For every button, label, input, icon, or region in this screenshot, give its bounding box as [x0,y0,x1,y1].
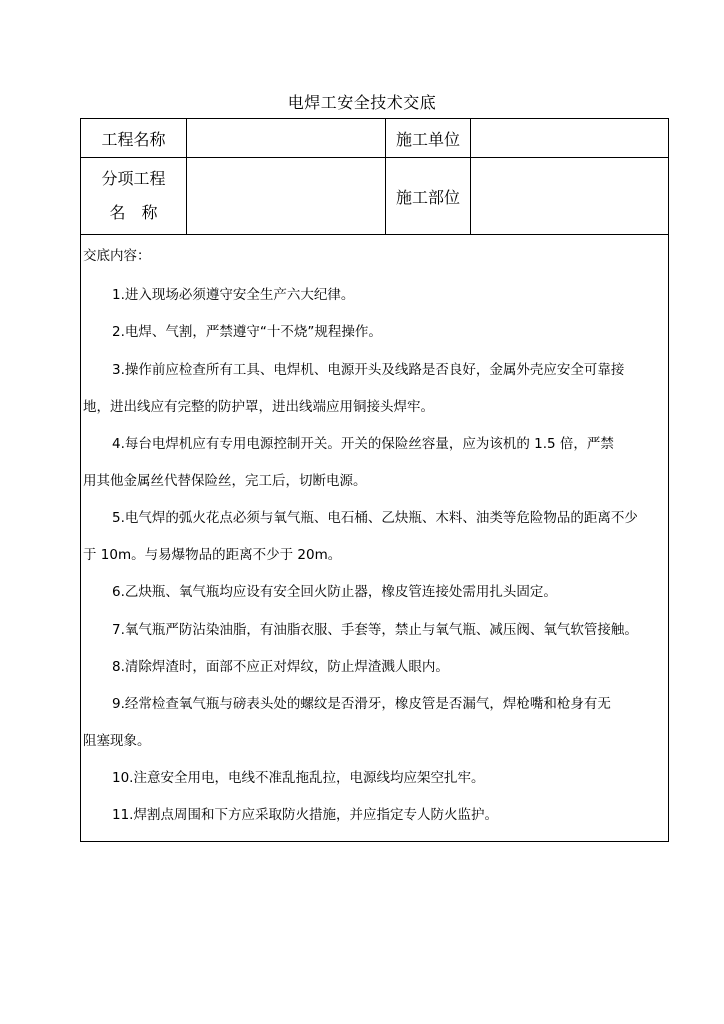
content-line: 10.注意安全用电，电线不准乱拖乱拉，电源线均应架空扎牢。 [112,770,485,786]
construction-part-label: 施工部位 [395,187,460,207]
disclosure-table [80,118,669,842]
content-line: 2.电焊、气割，严禁遵守“十不烧”规程操作。 [112,324,382,340]
document-title: 电焊工安全技术交底 [287,93,437,112]
content-line: 1.进入现场必须遵守安全生产六大纪律。 [112,287,355,303]
sub-project-label-line2: 名 称 [109,203,158,222]
construction-unit-field[interactable] [471,119,668,157]
sub-project-label-line1: 分项工程 [101,169,166,188]
content-line: 地，进出线应有完整的防护罩，进出线端应用铜接头焊牢。 [83,399,434,415]
project-name-label: 工程名称 [101,129,166,149]
content-label: 交底内容： [83,248,151,264]
content-line: 5.电气焊的弧火花点必须与氧气瓶、电石桶、乙炔瓶、木料、油类等危险物品的距离不少 [112,510,638,526]
sub-project-label [81,158,186,234]
content-line: 8.清除焊渣时，面部不应正对焊纹，防止焊渣溅人眼内。 [112,659,449,675]
content-line: 3.操作前应检查所有工具、电焊机、电源开头及线路是否良好，金属外壳应安全可靠接 [112,362,625,378]
content-line: 阻塞现象。 [83,733,151,749]
construction-unit-label: 施工单位 [395,129,460,149]
content-line: 于 10m。与易爆物品的距离不少于 20m。 [83,547,342,563]
content-line: 9.经常检查氧气瓶与磅表头处的螺纹是否滑牙，橡皮管是否漏气，焊枪嘴和枪身有无 [112,696,611,712]
construction-part-field[interactable] [471,158,668,234]
sub-project-field[interactable] [187,158,385,234]
content-line: 7.氧气瓶严防沾染油脂，有油脂衣服、手套等，禁止与氧气瓶、减压阀、氧气软管接触。 [112,622,638,638]
content-line: 6.乙炔瓶、氧气瓶均应设有安全回火防止器，橡皮管连接处需用扎头固定。 [112,584,557,600]
grid-line [81,234,668,235]
content-line: 11.焊割点周围和下方应采取防火措施，并应指定专人防火监护。 [112,807,498,823]
content-line: 用其他金属丝代替保险丝，完工后，切断电源。 [83,473,367,489]
content-line: 4.每台电焊机应有专用电源控制开关。开关的保险丝容量，应为该机的 1.5 倍，严禁 [112,436,614,452]
project-name-field[interactable] [187,119,385,157]
